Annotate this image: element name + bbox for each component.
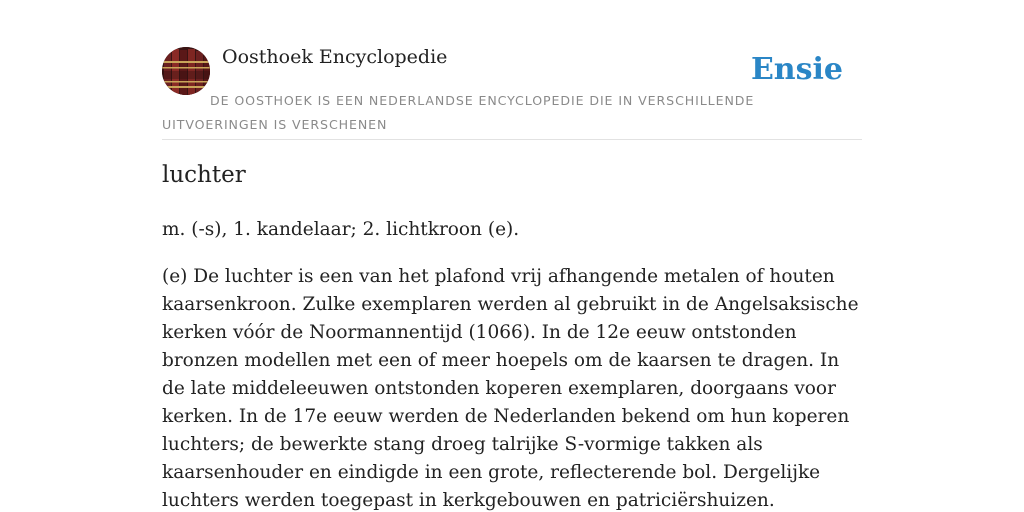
- site-name[interactable]: Oosthoek Encyclopedie: [222, 46, 448, 68]
- page-container: [162, 0, 862, 511]
- site-tagline: DE OOSTHOEK IS EEN NEDERLANDSE ENCYCLOPEDIE DIE IN VERSCHILLENDE UITVOERINGEN IS VERSCHENEN: [162, 93, 755, 132]
- brand-logo[interactable]: Ensie: [750, 52, 843, 87]
- article-definition: m. (-s), 1. kandelaar; 2. lichtkroon (e).: [162, 219, 520, 240]
- book-spines-icon[interactable]: [162, 47, 210, 95]
- site-header: [162, 0, 862, 140]
- article-title: luchter: [162, 162, 246, 188]
- article-body: (e) De luchter is een van het plafond vrij afhangende metalen of houten kaarsenkroon. Zulke exemplaren werden al gebruikt in de Angelsaksische kerken vóór de Noormannentijd (1066). In de 12e eeuw ontstonden bronzen modellen met een of meer hoepels om de kaarsen te dragen. In de late middeleeuwen ontstonden koperen exemplaren, doorgaans voor kerken. In de 17e eeuw werden de Nederlanden bekend om hun koperen luchters; de bewerkte stang droeg talrijke S-vormige takken als kaarsenhouder en eindigde in een grote, reflecterende bol. Dergelijke luchters werden toegepast in kerkgebouwen en patriciërshuizen.: [162, 266, 859, 511]
